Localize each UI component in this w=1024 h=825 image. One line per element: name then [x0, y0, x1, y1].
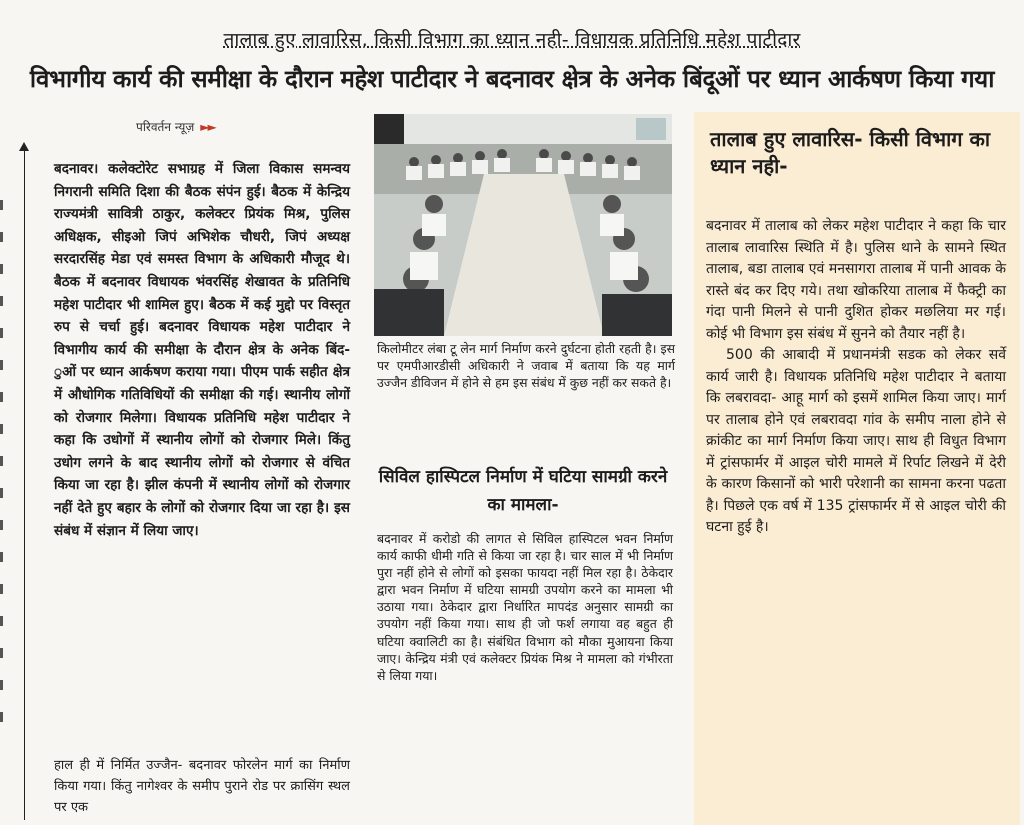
sidebar-heading: तालाब हुए लावारिस- किसी विभाग का ध्यान नही-: [710, 127, 991, 178]
page-edge-marks: [0, 200, 6, 800]
main-headline: विभागीय कार्य की समीक्षा के दौरान महेश पाटीदार ने बदनावर क्षेत्र के अनेक बिंदूओं पर ध्यान आर्कषण किया गया: [29, 65, 995, 93]
kicker-headline: तालाब हुए लावारिस, किसी विभाग का ध्यान नही- विधायक प्रतिनिधि महेश पाटीदार: [223, 29, 801, 51]
sidebar-paragraph-ponds: बदनावर में तालाब को लेकर महेश पाटीदार ने कहा कि चार तालाब लावारिस स्थिति में है। पुलिस थाने के सामने स्थित तालाब, बडा तालाब एवं मनसागरा तालाब में पानी आवक के रास्ते बंद कर दिए गये। तथा खोकरिया तालाब में फैक्ट्री का गंदा पानी मिलने से पानी दुशित होकर मछलिया मर गई। कोई भी विभाग इस संबंध में सुनने को तैयार नहीं है।: [706, 218, 1006, 342]
byline-arrow-icon: ►►: [200, 120, 215, 134]
main-story-text: बदनावर। कलेक्टोरेट सभाग्रह में जिला विकास समन्वय निगरानी समिति दिशा की बैठक संपंन हुई। बैठक में केन्द्रिय राज्यमंत्री सावित्री ठाकुर, कलेक्टर प्रियंक मिश्र, पुलिस अधिक्षक, सीइओ जिपं अभिशेक चौधरी, जिपं अध्यक्ष सरदारसिंह मेडा एवं समस्त विभाग के अधिकारी मौजूद थे। बैठक में बदनावर विधायक भंवरसिंह शेखावत के प्रतिनिधि महेश पाटीदार भी शामिल हुए। बैठक में कई मुद्दो पर विस्तृत रुप से चर्चा हुई। बदनावर विधायक महेश पाटीदार ने विभागीय कार्य की समीक्षा के दौरान क्षेत्र के अनेक बिंद- ुओं पर ध्यान आर्कषण कराया गया। पीएम पार्क सहीत क्षेत्र में औधोगिक गतिविधियों की समीक्षा की गई। स्थानीय लोगों को रोजगार मिलेगा। विधायक प्रतिनिधि महेश पाटीदार ने कहा कि उधोगों में स्थानीय लोगों को रोजगार मिले। किंतु उधोग लगने के बाद स्थानीय लोगों को रोजगार से वंचित किया जा रहा है। झील कंपनी में स्थानीय लोगों को रोजगार नहीं देते हुए बहार के लोगों को रोजगार दिया जा रहा है। इस संबंध में संज्ञान में लिया जाए।: [54, 161, 350, 539]
column-rule-arrow: [24, 150, 25, 820]
sidebar-body: [706, 216, 1006, 539]
road-paragraph: हाल ही में निर्मित उज्जैन- बदनावर फोरलेन मार्ग का निर्माण किया गया। किंतु नागेश्वर के समीप पुराने रोड पर क्रासिंग स्थल पर एक: [54, 758, 350, 815]
meeting-photo: [374, 114, 672, 336]
byline-source: परिवर्तन न्यूज़: [136, 120, 195, 134]
byline: [136, 118, 215, 135]
sidebar-paragraph-roads: 500 की आबादी में प्रधानमंत्री सडक को लेकर सर्वे कार्य जारी है। विधायक प्रतिनिधि महेश पाटीदार ने बताया कि लबरावदा- आहू मार्ग को इसमें शामिल किया जाए। मार्ग पर तालाब होने एवं लबरावदा गांव के समीप नाला होने से क्रांकीट का मार्ग निर्माण किया जाए। साथ ही विधुत विभाग में ट्रांसफार्मर में आइल चोरी मामले में रिर्पाट लिखने में देरी के कारण किसानों को भारी परेशानी का सामना करना पढता है। पिछले एक वर्ष में 135 ट्रांसफार्मर में से आइल चोरी की घटना हुई है।: [706, 347, 1006, 535]
hospital-body: बदनावर में करोडो की लागत से सिविल हास्पिटल भवन निर्माण कार्य काफी धीमी गति से किया जा रहा है। चार साल में भी निर्माण पुरा नहीं होने से लोगों को इसका फायदा नहीं मिल रहा है। ठेकेदार द्वारा भवन निर्माण में घटिया सामग्री उपयोग करने का मामला भी उठाया गया। ठेकेदार द्वारा निर्धारित मापदंड अनुसार सामग्री का उपयोग नहीं किया गया। साथ ही जो फर्श लगाया वह बहुत ही घटिया क्वालिटी का है। संबंधित विभाग को मौका मुआयना किया जाए। केन्द्रिय मंत्री एवं कलेक्टर प्रियंक मिश्र ने मामला को गंभीरता से लिया गया।: [377, 531, 673, 683]
road-continuation: किलोमीटर लंबा टू लेन मार्ग निर्माण करने दुर्घटना होती रहती है। इस पर एमपीआरडीसी अधिकारी ने जवाब में बताया कि यह मार्ग उज्जैन डीविजन में होने से हम इस संबंध में कुछ नहीं कर सकते है।: [377, 341, 675, 390]
sidebar-box: [694, 112, 1020, 825]
hospital-heading: सिविल हास्पिटल निर्माण में घटिया सामग्री करने का मामला-: [378, 467, 668, 515]
